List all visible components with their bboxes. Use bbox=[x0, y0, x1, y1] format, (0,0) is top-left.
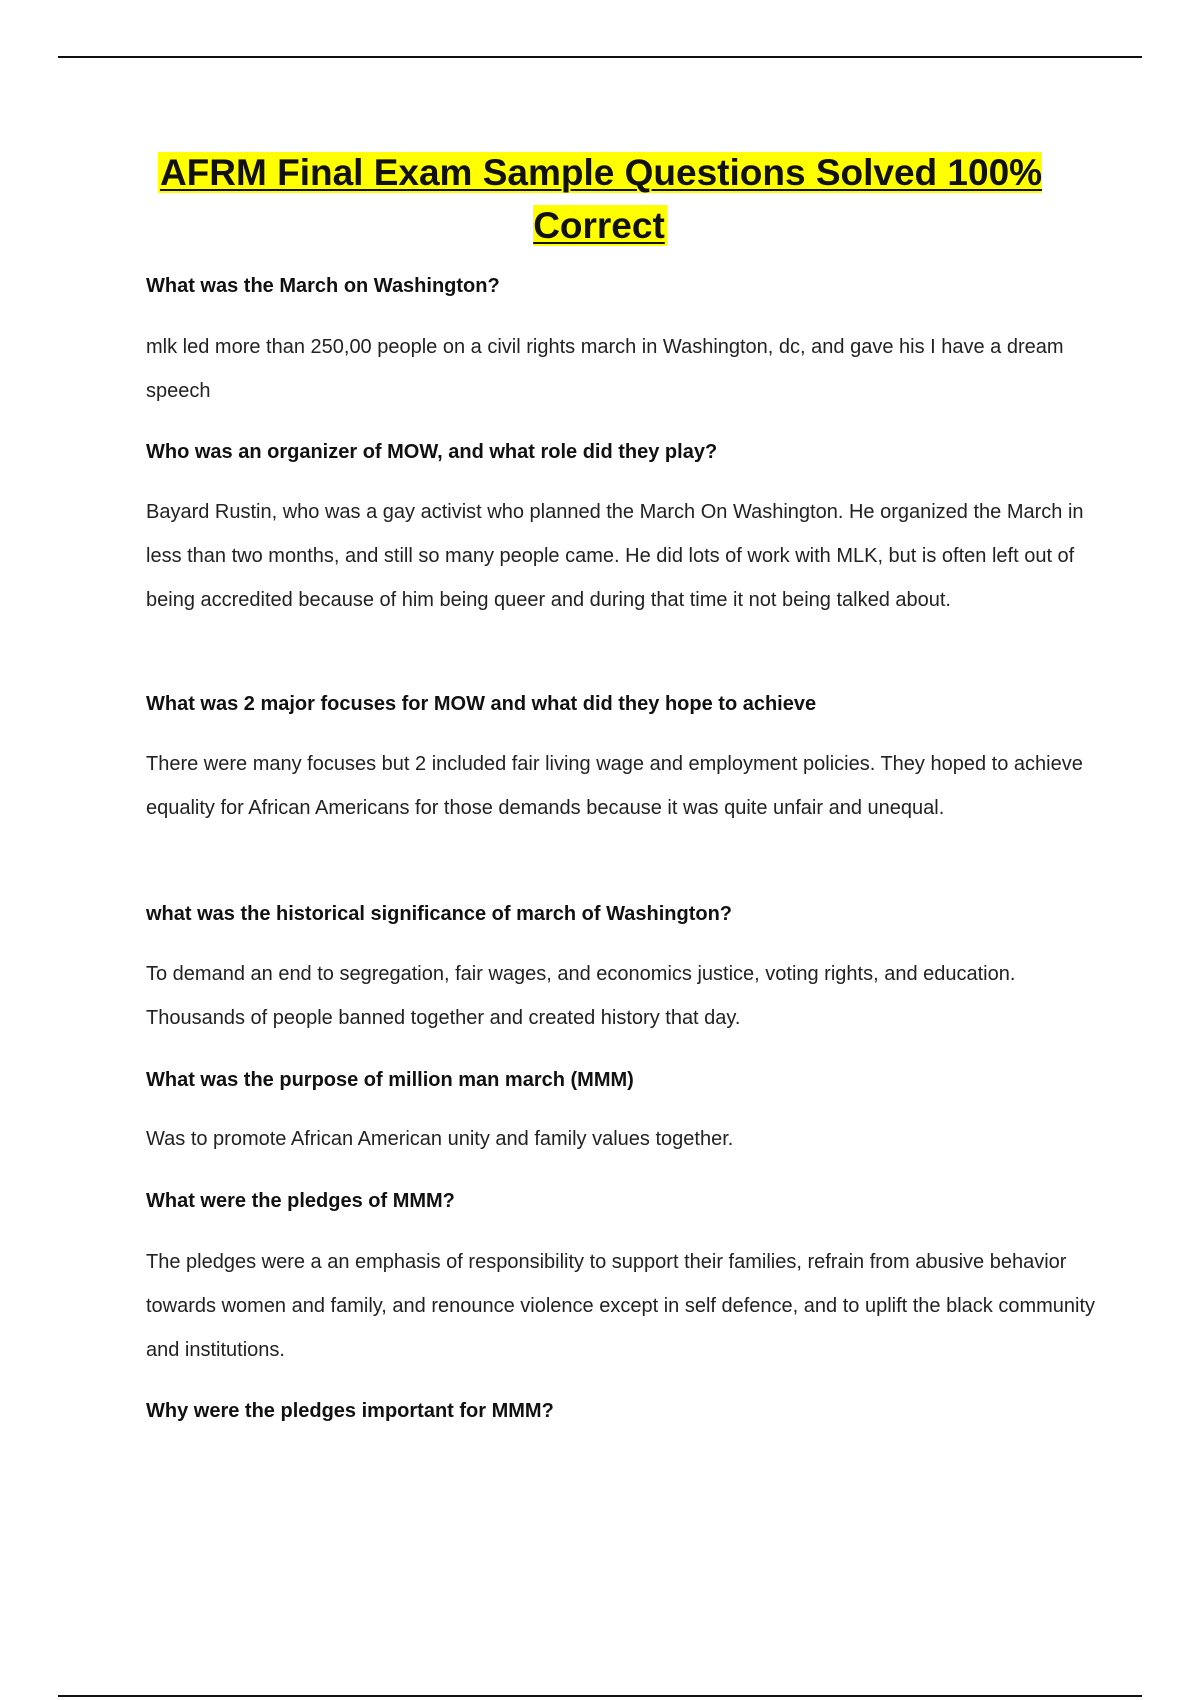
answer-2: Bayard Rustin, who was a gay activist who planned the March On Washington. He organized the March in less than two months, and still so many people came. He did lots of work with MLK, but is often left out of being accredited because of him being queer and during that time it not being talked about. bbox=[146, 501, 1084, 611]
question-4: what was the historical significance of march of Washington? bbox=[146, 903, 733, 925]
answer-3: There were many focuses but 2 included fair living wage and employment policies. They hoped to achieve equality for African Americans for those demands because it was quite unfair and unequal. bbox=[146, 753, 1083, 819]
answer-6: The pledges were a an emphasis of responsibility to support their families, refrain from abusive behavior towards women and family, and renounce violence except in self defence, and to uplift the black community and institutions. bbox=[146, 1251, 1096, 1361]
question-2: Who was an organizer of MOW, and what role did they play? bbox=[146, 441, 718, 463]
document-title bbox=[100, 146, 1100, 252]
question-6: What were the pledges of MMM? bbox=[146, 1190, 455, 1212]
question-1: What was the March on Washington? bbox=[146, 275, 500, 297]
top-divider bbox=[58, 56, 1142, 58]
answer-4: To demand an end to segregation, fair wages, and economics justice, voting rights, and education. Thousands of people banned together and created history that day. bbox=[146, 963, 1016, 1029]
question-5: What was the purpose of million man march (MMM) bbox=[146, 1069, 634, 1091]
bottom-divider bbox=[58, 1695, 1142, 1697]
answer-5: Was to promote African American unity and family values together. bbox=[146, 1128, 734, 1150]
document-title-text: AFRM Final Exam Sample Questions Solved 100% Correct bbox=[159, 152, 1043, 246]
answer-1: mlk led more than 250,00 people on a civil rights march in Washington, dc, and gave his I have a dream speech bbox=[146, 336, 1064, 402]
question-3: What was 2 major focuses for MOW and what did they hope to achieve bbox=[146, 693, 817, 715]
question-7: Why were the pledges important for MMM? bbox=[146, 1400, 554, 1422]
